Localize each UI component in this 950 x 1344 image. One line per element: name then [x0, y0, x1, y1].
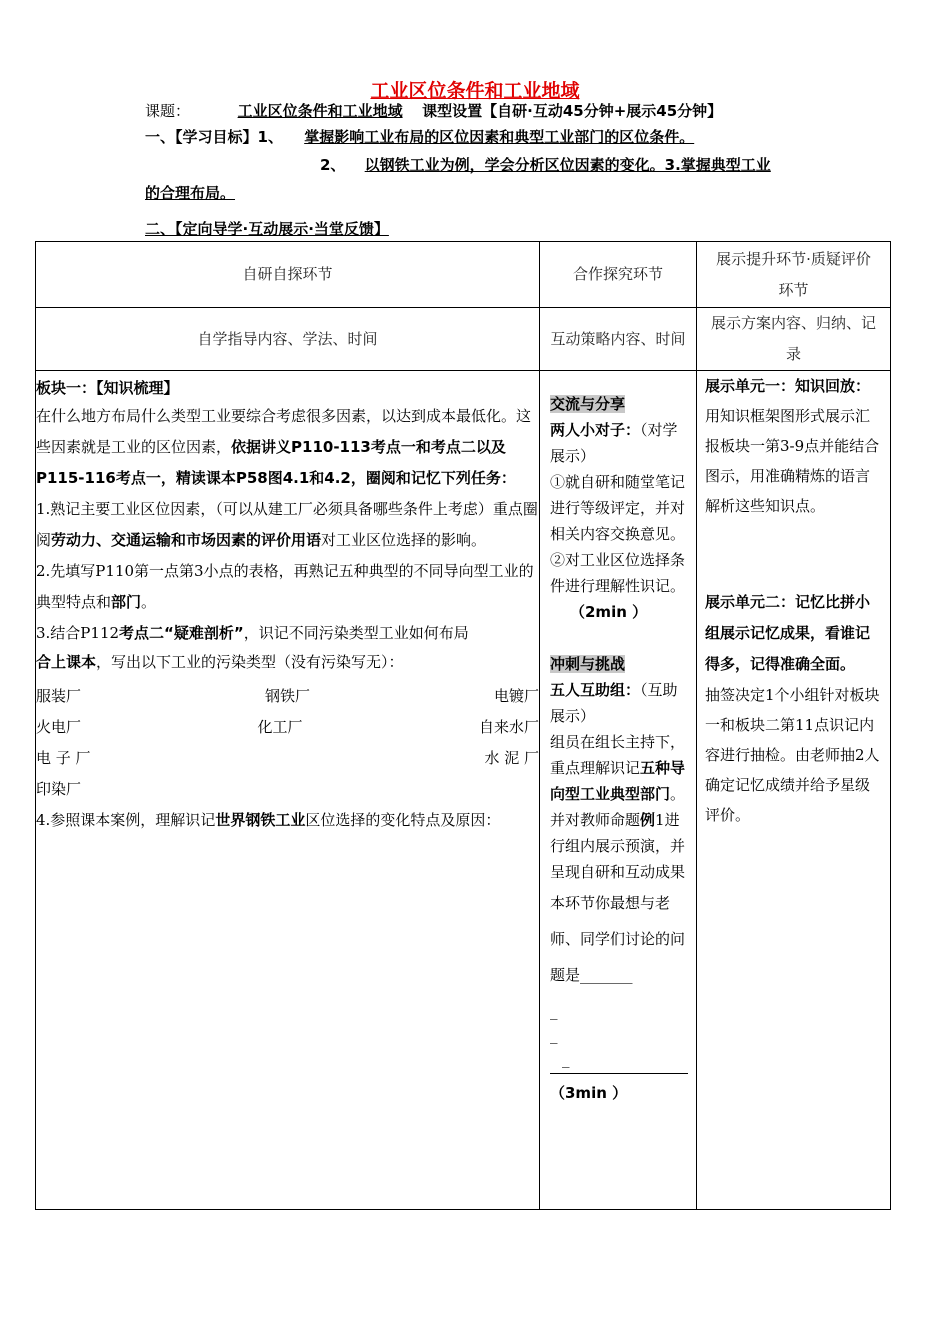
self-study-content: [36, 371, 540, 1210]
t3: 。并对教师命题: [550, 785, 686, 829]
item1-c: 对工业区位选择的影响。: [321, 531, 487, 549]
factory-row-1: [36, 681, 539, 712]
tag-challenge: 冲刺与挑战: [550, 655, 626, 673]
tag-exchange: 交流与分享: [550, 395, 626, 413]
subheader-showcase: 展示方案内容、归纳、记录: [697, 308, 891, 371]
five-plain: （互助展示）: [550, 681, 678, 725]
course-name: 工业区位条件和工业地域: [237, 102, 403, 120]
t1: 组员在组长主持下，重点理解识记: [550, 733, 686, 777]
item2-a: 2.先填写P110第一点第3小点的表格，再熟记五种典型的不同导向型工业的典型特点和: [36, 562, 534, 611]
pair-point-1: ①就自研和随堂笔记进行等级评定，并对相关内容交换意见。: [550, 473, 686, 543]
task-item-4: [36, 805, 539, 836]
time-2: （3min ）: [550, 1084, 628, 1102]
intro-bold: 依据讲义P110-113考点一和考点二以及P115-116考点一，精读课本P58图4.1和4.2，圈阅和记忆下列任务：: [36, 438, 516, 487]
factory-cement: 水 泥 厂: [484, 749, 539, 767]
item3-d: ，写出以下工业的污染类型（没有污染写无）：: [96, 653, 404, 671]
header-row: [36, 242, 891, 308]
intro-paragraph: [36, 401, 539, 494]
five-group: [550, 677, 688, 729]
five-text: [550, 729, 688, 885]
pair-plain: （对学展示）: [550, 421, 678, 465]
factory-steel: 钢铁厂: [264, 687, 310, 705]
subheader-self-study: 自学指导内容、学法、时间: [36, 308, 540, 371]
unit-two-title: 展示单元二：记忆比拼小组展示记忆成果，看谁记得多，记得准确全面。: [705, 593, 871, 673]
showcase-content: [697, 371, 891, 1210]
item3-a: 3.结合P112: [36, 624, 120, 642]
header-self-study: 自研自探环节: [36, 242, 540, 308]
goal-2: 以钢铁工业为例，学会分析区位因素的变化。3.掌握典型工业: [364, 156, 771, 174]
item2-b: 部门: [111, 593, 142, 611]
task-item-2: [36, 556, 539, 618]
factory-dyeing: 印染厂: [36, 780, 82, 798]
five-bold: 五人互助组：: [550, 681, 641, 699]
cooperation-content: [540, 371, 697, 1210]
goal-1: 掌握影响工业布局的区位因素和典型工业部门的区位条件。: [304, 128, 695, 146]
discussion-question: 本环节你最想与老师、同学们讨论的问题是_______: [550, 894, 686, 984]
course-type: 课型设置【自研·互动45分钟+展示45分钟】: [422, 102, 723, 120]
goal-line-2: [320, 154, 771, 175]
goal-prefix: 一、【学习目标】1、: [145, 128, 283, 146]
item1-b: 劳动力、交通运输和市场因素的评价用语: [51, 531, 322, 549]
content-row: [36, 371, 891, 1210]
factory-clothing: 服装厂: [36, 687, 82, 705]
course-line: [145, 100, 722, 121]
item4-b: 世界钢铁工业: [215, 811, 306, 829]
section-two-title: 二、【定向导学·互动展示·当堂反馈】: [145, 220, 389, 238]
item3-b: 考点二“疑难剖析”: [119, 624, 244, 642]
goal-2-num: 2、: [320, 156, 346, 174]
lesson-table: [35, 241, 891, 1210]
block-one-title: 板块一：【知识梳理】: [36, 379, 179, 397]
subheader-cooperation: 互动策略内容、时间: [540, 308, 697, 371]
factory-electronics: 电 子 厂: [36, 749, 91, 767]
factory-row-2: [36, 712, 539, 743]
goal-line-2-cont: [145, 182, 251, 203]
factory-waterworks: 自来水厂: [478, 718, 539, 736]
unit-one-text: 用知识框架图形式展示汇报板块一第3-9点并能结合图示，用准确精炼的语言解析这些知识点。: [705, 407, 880, 515]
intro-plain: 在什么地方布局什么类型工业要综合考虑很多因素，以达到成本最低化。这些因素就是工业的区位因素，: [36, 407, 532, 456]
item4-c: 区位选择的变化特点及原因：: [305, 811, 501, 829]
course-label: 课题：: [145, 102, 191, 120]
t2-bold: 五种导向型工业典型部门: [550, 759, 686, 803]
factory-thermal-power: 火电厂: [36, 718, 82, 736]
t4: 1进行组内展示预演，并呈现自研和互动成果: [550, 811, 686, 881]
blank-dash-3: _: [562, 1050, 570, 1068]
goal-line-1: [145, 126, 734, 147]
factory-chemical: 化工厂: [257, 718, 303, 736]
item2-c: 。: [141, 593, 157, 611]
unit-two-text: 抽签决定1个小组针对板块一和板块二第11点识记内容进行抽检。由老师抽2人确定记忆成绩并给予星级评价。: [705, 686, 880, 824]
answer-line: [550, 1073, 688, 1074]
document-title: 工业区位条件和工业地域: [370, 80, 580, 102]
task-item-1: [36, 494, 539, 556]
blank-dash-2: _: [550, 1026, 558, 1044]
subheader-row: [36, 308, 891, 371]
time-1: （2min ）: [570, 603, 648, 621]
header-showcase: 展示提升环节·质疑评价环节: [697, 242, 891, 308]
item1-a: 1.熟记主要工业区位因素，（可以从建工厂必须具备哪些条件上考虑）重点圈阅: [36, 500, 538, 549]
pair-group: [550, 417, 688, 469]
task-item-3-instruction: [36, 649, 539, 675]
header-cooperation: 合作探究环节: [540, 242, 697, 308]
task-item-3: [36, 618, 539, 649]
pair-bold: 两人小对子：: [550, 421, 641, 439]
factory-plating: 电镀厂: [493, 687, 539, 705]
blank-dash-1: _: [550, 1002, 558, 1020]
unit-one-title: 展示单元一：知识回放：: [705, 377, 871, 395]
item3-c: ，识记不同污染类型工业如何布局: [243, 624, 469, 642]
goal-2-cont: 的合理布局。: [145, 184, 236, 202]
item3-d-bold: 合上课本: [36, 653, 97, 671]
item4-a: 4.参照课本案例，理解识记: [36, 811, 216, 829]
t3-bold: 例: [640, 811, 656, 829]
pair-point-2: ②对工业区位选择条件进行理解性识记。: [550, 551, 686, 595]
factory-row-3: [36, 743, 539, 774]
